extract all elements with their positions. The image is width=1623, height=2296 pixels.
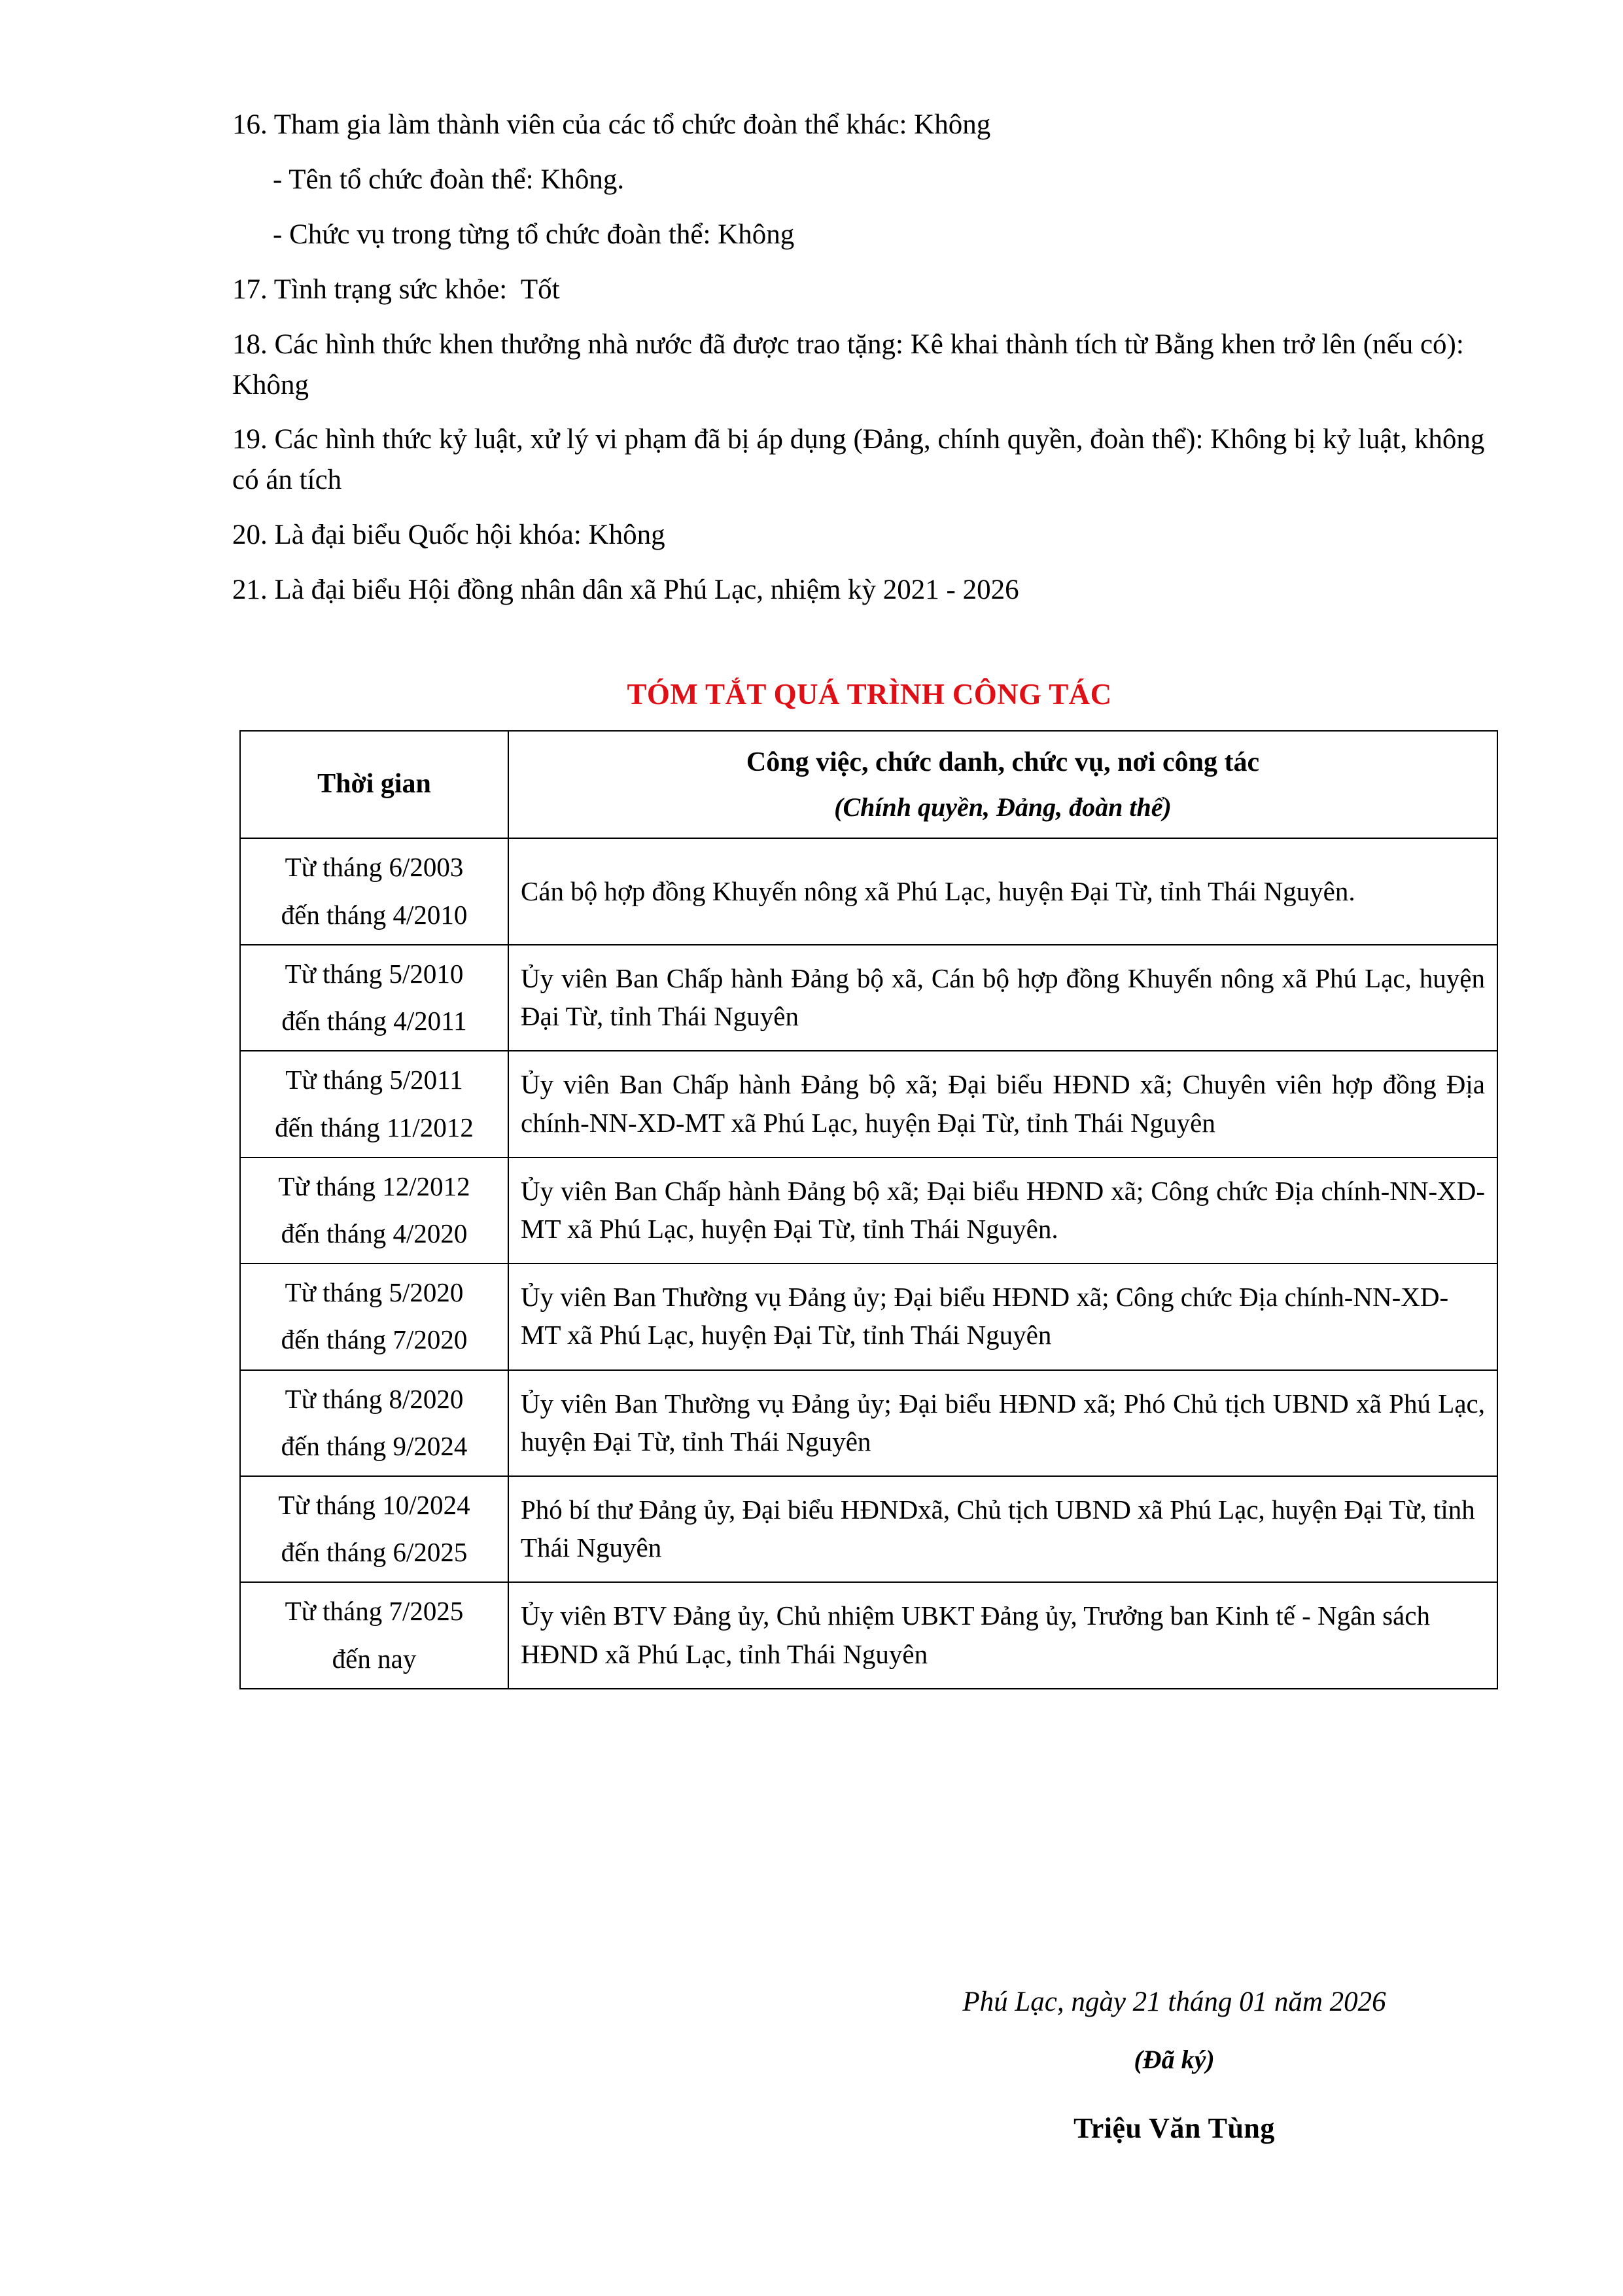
table-header-row — [240, 731, 1497, 838]
table-body — [240, 838, 1497, 1689]
cell-period — [240, 1051, 508, 1157]
period-from: Từ tháng 6/2003 — [285, 852, 464, 883]
cell-position-description: Ủy viên Ban Chấp hành Đảng bộ xã, Cán bộ hợp đồng Khuyến nông xã Phú Lạc, huyện Đại Từ, tỉnh Thái Nguyên — [508, 945, 1497, 1051]
item-16: 16. Tham gia làm thành viên của các tổ chức đoàn thể khác: Không — [232, 109, 991, 140]
table-head — [240, 731, 1497, 838]
column-header-time: Thời gian — [240, 731, 508, 838]
table-row — [240, 1476, 1497, 1582]
cell-position-description: Ủy viên Ban Chấp hành Đảng bộ xã; Đại biểu HĐND xã; Công chức Địa chính-NN-XD-MT xã Phú Lạc, huyện Đại Từ, tỉnh Thái Nguyên. — [508, 1157, 1497, 1263]
cell-position-description: Ủy viên Ban Thường vụ Đảng ủy; Đại biểu HĐND xã; Phó Chủ tịch UBND xã Phú Lạc, huyện Đại Từ, tỉnh Thái Nguyên — [508, 1370, 1497, 1476]
period-to: đến nay — [332, 1643, 417, 1674]
period-to: đến tháng 4/2010 — [281, 899, 468, 930]
career-table-title: TÓM TẮT QUÁ TRÌNH CÔNG TÁC — [627, 678, 1112, 711]
item-16-sub-role: - Chức vụ trong từng tổ chức đoàn thể: Không — [273, 219, 795, 250]
table-row — [240, 945, 1497, 1051]
period-from: Từ tháng 5/2011 — [285, 1065, 463, 1095]
period-from: Từ tháng 12/2012 — [278, 1171, 470, 1201]
period-from: Từ tháng 5/2020 — [285, 1277, 464, 1308]
period-to: đến tháng 6/2025 — [281, 1537, 468, 1568]
period-to: đến tháng 4/2020 — [281, 1218, 468, 1248]
period-from: Từ tháng 10/2024 — [278, 1490, 470, 1521]
cell-position-description: Ủy viên BTV Đảng ủy, Chủ nhiệm UBKT Đảng ủy, Trưởng ban Kinh tế - Ngân sách HĐND xã Phú Lạc, tỉnh Thái Nguyên — [508, 1582, 1497, 1688]
column-header-position-note: (Chính quyền, Đảng, đoàn thể) — [834, 792, 1172, 822]
period-from: Từ tháng 7/2025 — [285, 1596, 464, 1627]
table-row — [240, 1051, 1497, 1157]
declaration-items-block — [232, 105, 1507, 625]
cell-position-description: Ủy viên Ban Thường vụ Đảng ủy; Đại biểu HĐND xã; Công chức Địa chính-NN-XD-MT xã Phú Lạc, huyện Đại Từ, tỉnh Thái Nguyên — [508, 1263, 1497, 1369]
period-to: đến tháng 11/2012 — [275, 1112, 474, 1142]
signature-name: Triệu Văn Tùng — [1073, 2112, 1275, 2145]
table-row — [240, 1263, 1497, 1369]
signature-place-date: Phú Lạc, ngày 21 tháng 01 năm 2026 — [962, 1987, 1386, 2017]
cell-period — [240, 1263, 508, 1369]
table-row — [240, 1582, 1497, 1688]
cell-position-description: Ủy viên Ban Chấp hành Đảng bộ xã; Đại biểu HĐND xã; Chuyên viên hợp đồng Địa chính-NN-XD-MT xã Phú Lạc, huyện Đại Từ, tỉnh Thái Nguyên — [508, 1051, 1497, 1157]
period-to: đến tháng 9/2024 — [281, 1430, 468, 1461]
item-21: 21. Là đại biểu Hội đồng nhân dân xã Phú Lạc, nhiệm kỳ 2021 - 2026 — [232, 574, 1019, 606]
column-header-position-main: Công việc, chức danh, chức vụ, nơi công tác — [746, 747, 1260, 777]
item-16-sub-name: - Tên tổ chức đoàn thể: Không. — [273, 164, 625, 195]
career-summary-table — [239, 730, 1498, 1689]
table-row — [240, 1157, 1497, 1263]
item-20: 20. Là đại biểu Quốc hội khóa: Không — [232, 520, 665, 551]
item-18: 18. Các hình thức khen thưởng nhà nước đã được trao tặng: Kê khai thành tích từ Bằng khen trở lên (nếu có): Không — [232, 328, 1471, 400]
cell-period — [240, 1370, 508, 1476]
period-from: Từ tháng 5/2010 — [285, 958, 464, 989]
cell-period — [240, 1582, 508, 1688]
cell-period — [240, 838, 508, 944]
cell-period — [240, 1476, 508, 1582]
cell-period — [240, 945, 508, 1051]
table-row — [240, 838, 1497, 944]
signature-block — [844, 1983, 1505, 2145]
cell-position-description: Phó bí thư Đảng ủy, Đại biểu HĐNDxã, Chủ tịch UBND xã Phú Lạc, huyện Đại Từ, tỉnh Thái Nguyên — [508, 1476, 1497, 1582]
signature-signed-note: (Đã ký) — [1134, 2045, 1215, 2075]
period-to: đến tháng 7/2020 — [281, 1324, 468, 1355]
period-to: đến tháng 4/2011 — [281, 1006, 467, 1036]
cell-position-description: Cán bộ hợp đồng Khuyến nông xã Phú Lạc, huyện Đại Từ, tỉnh Thái Nguyên. — [508, 838, 1497, 944]
table-row — [240, 1370, 1497, 1476]
item-19: 19. Các hình thức kỷ luật, xử lý vi phạm đã bị áp dụng (Đảng, chính quyền, đoàn thể): Không bị kỷ luật, không có án tích — [232, 424, 1492, 496]
period-from: Từ tháng 8/2020 — [285, 1383, 464, 1414]
column-header-position — [508, 731, 1497, 838]
cell-period — [240, 1157, 508, 1263]
item-17: 17. Tình trạng sức khỏe: Tốt — [232, 274, 560, 305]
